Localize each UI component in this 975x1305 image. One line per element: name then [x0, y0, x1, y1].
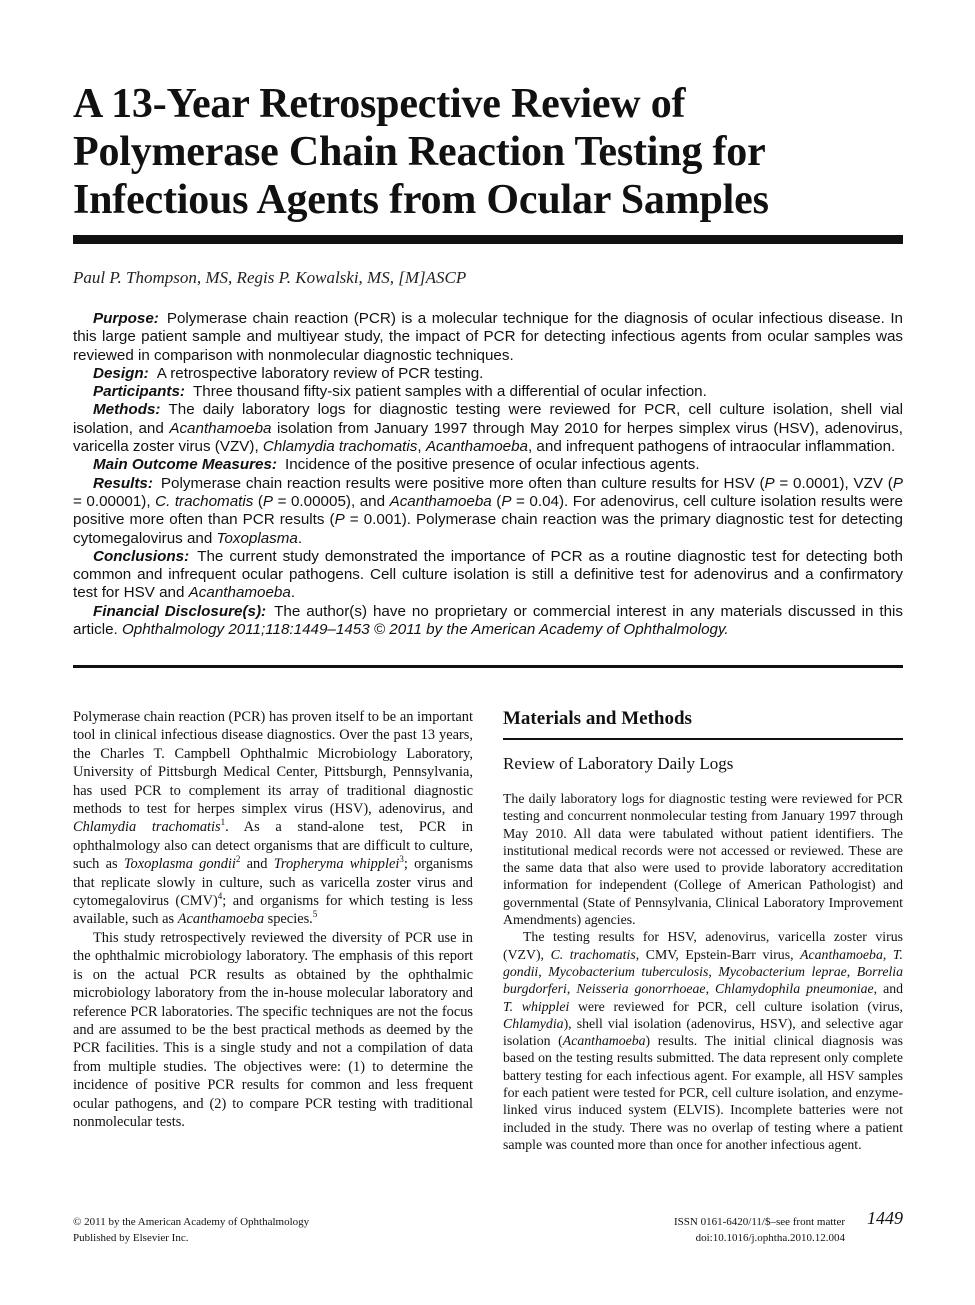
- abstract-disclosure: [73, 603, 903, 640]
- intro-term: Toxoplasma gondii: [123, 856, 236, 873]
- publisher: Published by Elsevier Inc.: [73, 1232, 189, 1244]
- results-text: (: [253, 492, 263, 510]
- intro-term: Acanthamoeba: [177, 911, 265, 928]
- methods-body-text: ,: [566, 981, 577, 997]
- intro-paragraph-2: This study retrospectively reviewed the diversity of PCR use in the ophthalmic microbiology laboratory. The emphasis of this report is on the actual PCR results as obtained by the ophthalmic microbiology laboratory from the in-house molecular laboratory and reference PCR laboratories. The specific techniques are not the focus and are assumed to be the best practical methods as deemed by the PCR facilities. This is a single study and not a compilation of data from multiple studies. The objectives were: (1) to determine the incidence of positive PCR results for common and less frequent ocular pathogens, and (2) to compare PCR testing with traditional nonmolecular tests.: [73, 929, 473, 1130]
- abstract-methods: [73, 401, 903, 456]
- p-symbol: P: [334, 511, 345, 529]
- p-symbol: P: [501, 492, 512, 510]
- organism-name: C. trachomatis: [550, 946, 636, 962]
- reference-marker[interactable]: 5: [312, 909, 318, 920]
- organism-name: Acanthamoeba: [562, 1033, 646, 1049]
- outcome-label: Main Outcome Measures:: [93, 456, 277, 474]
- authors: Paul P. Thompson, MS, Regis P. Kowalski, MS, [M]ASCP: [73, 268, 467, 287]
- methods-body-text: ,: [538, 963, 549, 979]
- title-line-1: A 13-Year Retrospective Review of: [73, 81, 686, 127]
- footer-right: [600, 1214, 845, 1246]
- results-text: Polymerase chain reaction results were positive more often than culture results for HSV (: [160, 474, 765, 492]
- abstract-design: [73, 365, 903, 383]
- methods-body-text: ,: [708, 963, 719, 979]
- title-line-2: Polymerase Chain Reaction Testing for: [73, 129, 766, 175]
- intro-term: Tropheryma whipplei: [273, 856, 400, 873]
- intro-text: . As a stand-alone test, PCR in ophthalmology also can detect organisms that are difficult to culture, such as: [73, 819, 473, 873]
- citation: Ophthalmology 2011;118:1449–1453 © 2011 by the American Academy of Ophthalmology.: [121, 621, 729, 639]
- subsection-heading: Review of Laboratory Daily Logs: [503, 754, 734, 773]
- intro-text: Polymerase chain reaction (PCR) has proven itself to be an important tool in clinical infectious disease diagnostics. Over the past 13 years, the Charles T. Campbell Ophthalmic Microbiology Laboratory, University of Pittsburgh Medical Center, Pittsburgh, Pennsylvania, has used PCR to complement its array of traditional diagnostic methods to test for herpes simplex virus (HSV), adenovirus, and: [73, 709, 473, 818]
- conclusions-label: Conclusions:: [93, 547, 190, 565]
- organism-name: Acanthamoeba: [800, 946, 883, 962]
- reference-marker[interactable]: 1: [220, 817, 226, 828]
- results-term: C. trachomatis: [155, 492, 254, 510]
- methods-body-text: ,: [882, 946, 893, 962]
- methods-body-text: The testing results for HSV, adenovirus, varicella zoster virus (VZV),: [503, 929, 903, 962]
- organism-name: Mycobacterium leprae: [718, 963, 847, 979]
- abstract-rule: [73, 665, 903, 668]
- p-symbol: P: [262, 492, 274, 510]
- abstract-results: [73, 475, 903, 548]
- methods-text: , and infrequent pathogens of intraocular inflammation.: [527, 438, 896, 456]
- organism-name: Mycobacterium tuberculosis: [548, 963, 709, 979]
- results-term: Acanthamoeba: [389, 492, 492, 510]
- results-text: = 0.0001), VZV (: [774, 474, 893, 492]
- organism-name: Borrelia burgdorferi: [503, 963, 904, 997]
- organism-name: Chlamydia: [503, 1015, 564, 1031]
- purpose-label: Purpose:: [93, 310, 159, 327]
- organism-name: T. whipplei: [503, 998, 570, 1014]
- organism-name: Neisseria gonorrhoeae: [576, 981, 706, 997]
- participants-label: Participants:: [93, 383, 185, 401]
- methods-body-text: , and: [873, 981, 903, 997]
- abstract-conclusions: [73, 548, 903, 603]
- results-text: (: [491, 492, 502, 510]
- results-text: = 0.04). For adenovirus, cell culture isolation results were positive more often than PCR results (: [73, 492, 904, 529]
- p-symbol: P: [892, 474, 903, 492]
- design-label: Design:: [93, 364, 149, 382]
- left-column: [73, 708, 473, 1131]
- conclusions-text: The current study demonstrated the importance of PCR as a routine diagnostic test for detecting both common and infrequent ocular pathogens. Cell culture isolation is still a definitive test for adenovirus and a confirmatory test for HSV and: [73, 547, 903, 602]
- methods-text: isolation from January 1997 through May 2010 for herpes simplex virus (HSV), adenovirus, varicella zoster virus (VZV),: [73, 419, 903, 456]
- participants-text: Three thousand fifty-six patient samples with a differential of ocular infection.: [193, 383, 707, 401]
- results-text: = 0.001). Polymerase chain reaction was the primary diagnostic test for detecting cytomegalovirus and: [73, 511, 903, 547]
- reference-marker[interactable]: 3: [399, 854, 404, 865]
- organism-name: T. gondii: [503, 946, 903, 979]
- abstract-outcome: [73, 456, 903, 474]
- title-rule: [73, 235, 903, 244]
- methods-term: Chlamydia trachomatis: [262, 438, 418, 456]
- purpose-text: Polymerase chain reaction (PCR) is a molecular technique for the diagnosis of ocular infectious disease. In this large patient sample and multiyear study, the impact of PCR for detecting infectious agents from ocular samples was reviewed in comparison with nonmolecular diagnostic techniques.: [73, 310, 903, 364]
- intro-text: ; and organisms for which testing is less available, such as: [73, 893, 473, 928]
- reference-marker[interactable]: 4: [217, 891, 223, 902]
- design-text: A retrospective laboratory review of PCR testing.: [156, 364, 484, 382]
- results-text: = 0.00001),: [73, 492, 156, 510]
- conclusions-text: .: [290, 584, 296, 602]
- methods-body-text: were reviewed for PCR, cell culture isolation (virus,: [569, 998, 903, 1014]
- methods-body-text: ) results. The initial clinical diagnosis was based on the testing results submitted. The data represent only complete battery testing for each infectious agent. For example, all HSV samples for each patient were tested for PCR, cell culture isolation, and enzyme-linked virus induced system (ELVIS). Incomplete batteries were not included in the study. There was no overlap of testing where a patient sample was counted more than once for another infectious agent.: [503, 1033, 903, 1152]
- methods-body: [503, 790, 903, 1153]
- intro-term: Chlamydia trachomatis: [73, 819, 221, 836]
- issn: ISSN 0161-6420/11/$–see front matter: [674, 1216, 845, 1228]
- methods-paragraph-2: [503, 928, 903, 1153]
- outcome-text: Incidence of the positive presence of ocular infectious agents.: [285, 456, 700, 474]
- abstract-participants: [73, 383, 903, 401]
- intro-text: ; organisms that replicate slowly in culture, such as varicella zoster virus and cytomegalovirus (CMV): [73, 856, 473, 910]
- doi[interactable]: doi:10.1016/j.ophtha.2010.12.004: [695, 1232, 845, 1244]
- methods-text: ,: [417, 438, 426, 456]
- intro-text: species.: [264, 911, 313, 928]
- disclosure-label: Financial Disclosure(s):: [93, 602, 267, 620]
- intro-paragraph-1: [73, 708, 473, 929]
- disclosure-text: The author(s) have no proprietary or commercial interest in any materials discussed in this article.: [73, 602, 903, 639]
- title-line-3: Infectious Agents from Ocular Samples: [73, 177, 769, 223]
- methods-body-text: ,: [705, 981, 716, 997]
- methods-term: Acanthamoeba: [425, 438, 528, 456]
- results-text: .: [297, 529, 303, 547]
- results-term: Toxoplasma: [216, 529, 298, 547]
- abstract: [73, 310, 903, 639]
- page-number: 1449: [867, 1208, 903, 1228]
- methods-text: The daily laboratory logs for diagnostic testing were reviewed for PCR, cell culture isolation, shell vial isolation, and: [73, 401, 903, 437]
- intro-text: and: [240, 856, 274, 873]
- section-heading: Materials and Methods: [503, 708, 903, 740]
- abstract-purpose: [73, 310, 903, 365]
- methods-body-text: , CMV, Epstein-Barr virus,: [635, 946, 801, 962]
- reference-marker[interactable]: 2: [235, 854, 241, 865]
- methods-term: Acanthamoeba: [169, 419, 272, 437]
- footer-left: [73, 1214, 309, 1246]
- copyright: © 2011 by the American Academy of Ophthalmology: [73, 1216, 310, 1228]
- organism-name: Chlamydophila pneumoniae: [715, 981, 874, 997]
- p-symbol: P: [764, 474, 775, 492]
- methods-label: Methods:: [93, 401, 161, 419]
- methods-paragraph-1: The daily laboratory logs for diagnostic testing were reviewed for PCR testing and concurrent nonmolecular testing from January 1997 through May 2010. All data were tabulated without patient identifiers. The institutional medical records were not accessed or reviewed. These are the same data that also were used to provide laboratory accreditation information for independent (College of American Pathologist) and governmental (State of Pennsylvania, Clinical Laboratory Improvement Amendments) agencies.: [503, 791, 903, 928]
- methods-body-text: ,: [846, 963, 857, 979]
- right-column: [503, 708, 903, 1153]
- methods-body-text: ), shell vial isolation (adenovirus, HSV), and selective agar isolation (: [503, 1015, 903, 1049]
- results-label: Results:: [93, 474, 153, 492]
- results-text: = 0.00005), and: [273, 492, 390, 510]
- article-title: [73, 80, 913, 224]
- conclusions-term: Acanthamoeba: [188, 584, 291, 602]
